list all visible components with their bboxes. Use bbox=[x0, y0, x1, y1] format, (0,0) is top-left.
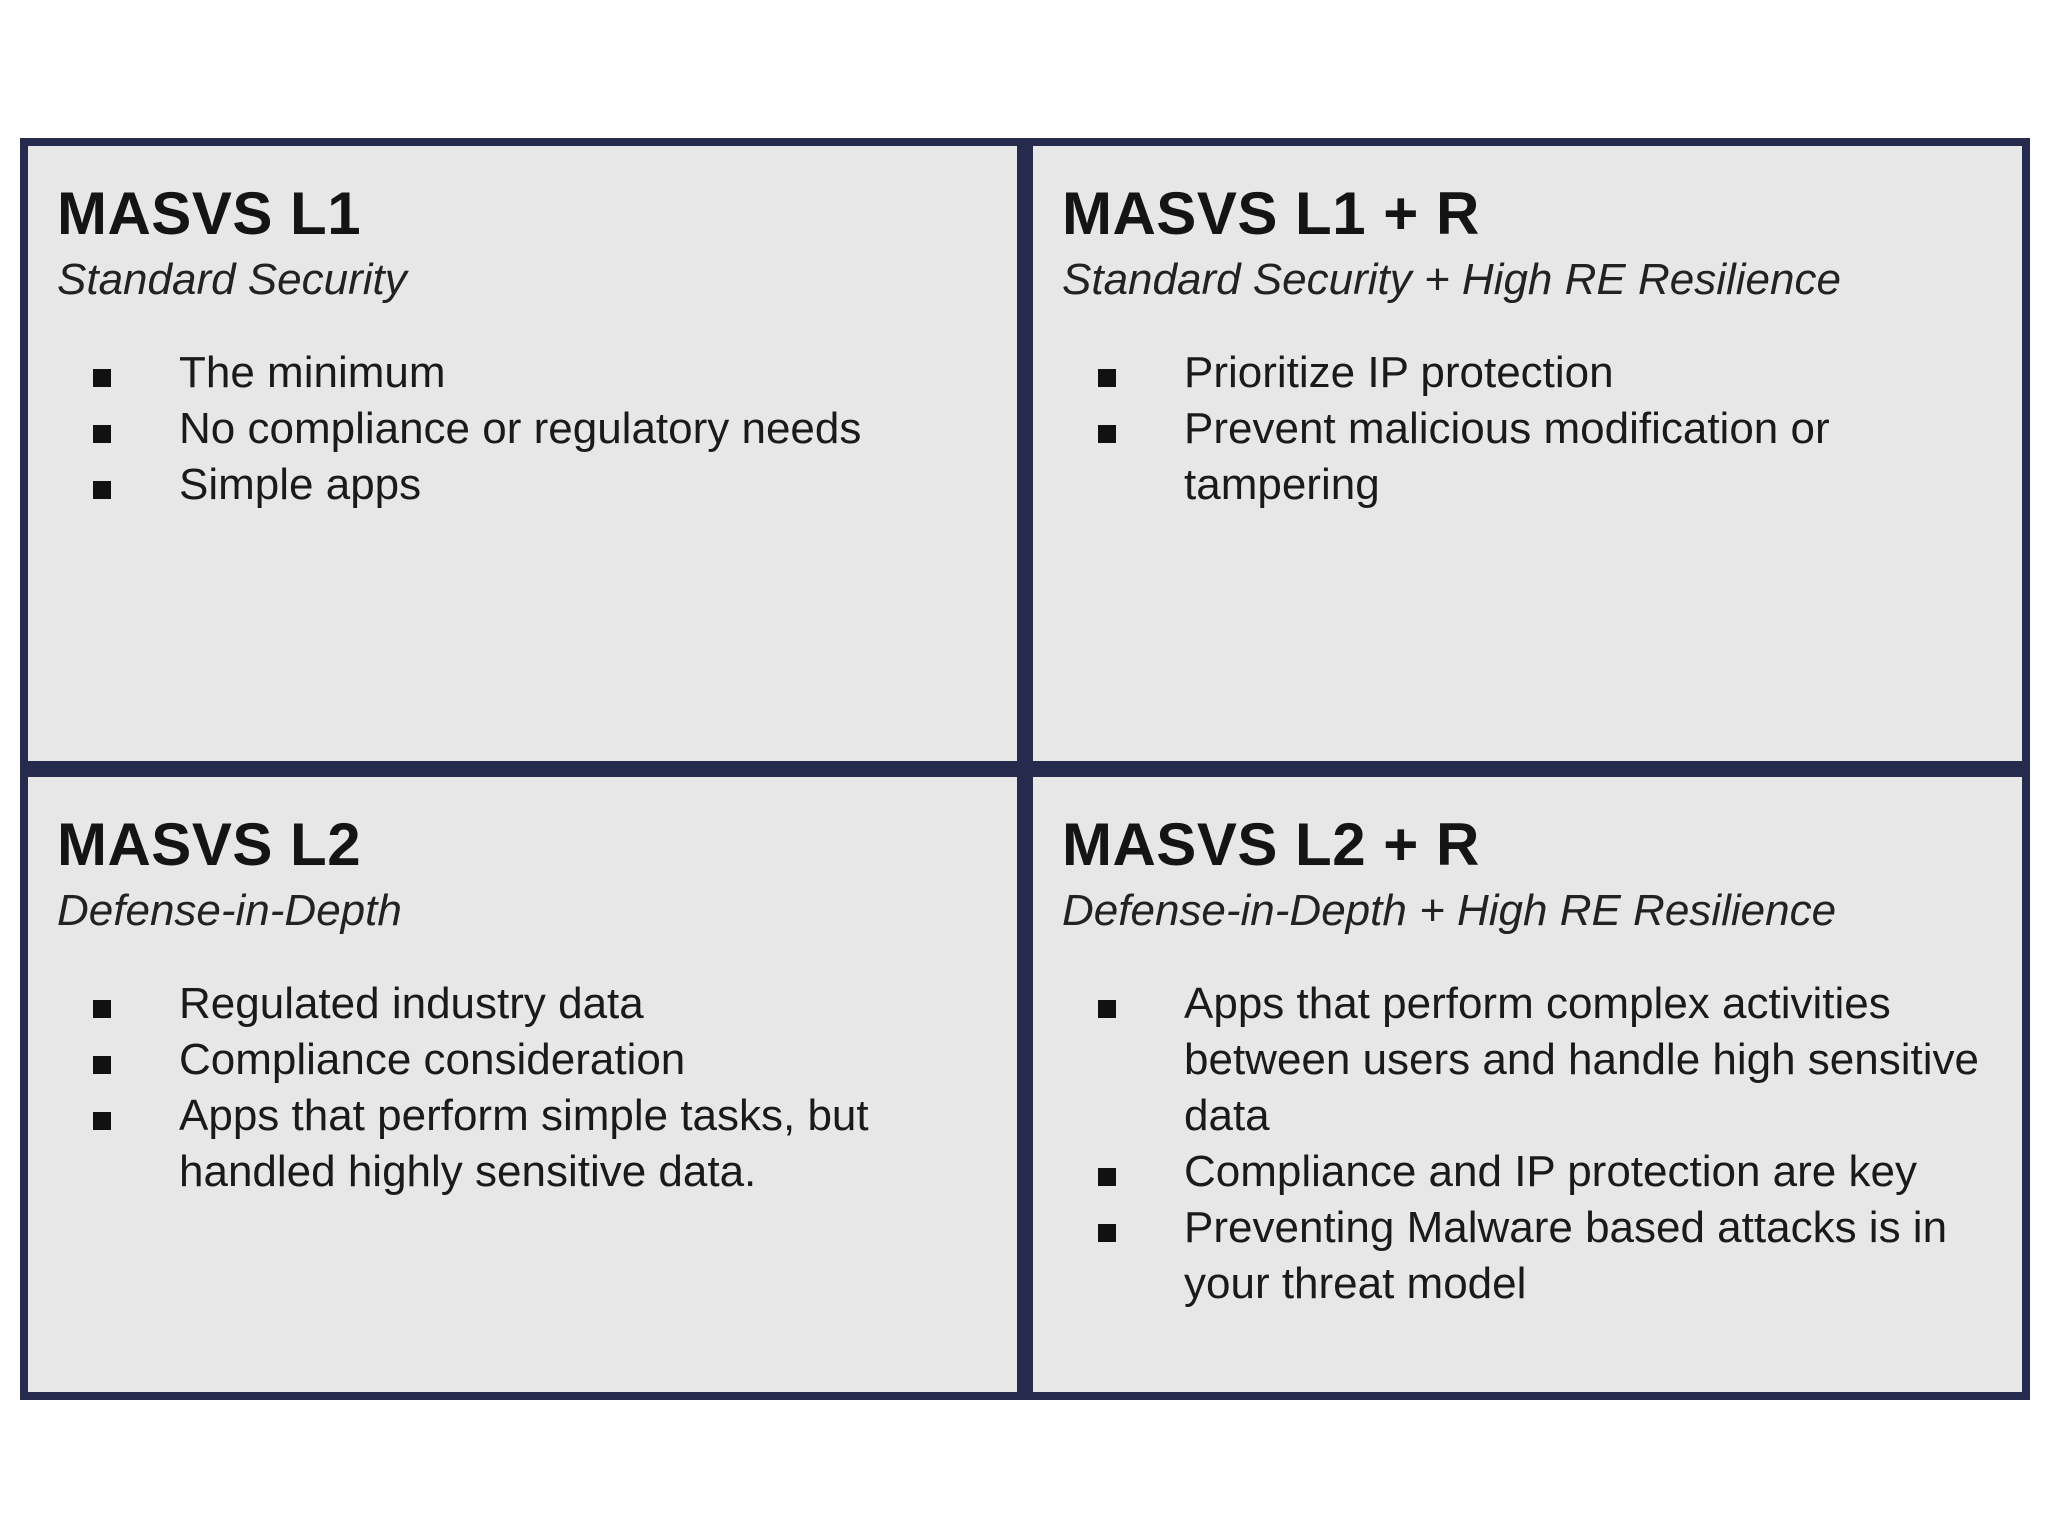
square-bullet-icon bbox=[93, 1000, 111, 1018]
list-item-text: Prevent malicious modification or tampering bbox=[1184, 403, 1830, 509]
list-item bbox=[57, 976, 987, 1032]
list-item-text: Prioritize IP protection bbox=[1184, 347, 1614, 397]
list-item-text: No compliance or regulatory needs bbox=[179, 403, 862, 453]
square-bullet-icon bbox=[1098, 369, 1116, 387]
list-item bbox=[1062, 345, 1992, 401]
list-item bbox=[1062, 1144, 1992, 1200]
panel-title: MASVS L1 bbox=[57, 180, 362, 247]
panel-subtitle: Defense-in-Depth bbox=[57, 886, 402, 935]
list-item bbox=[57, 1032, 987, 1088]
panel-title: MASVS L2 + R bbox=[1062, 811, 1480, 878]
list-item-text: Simple apps bbox=[179, 459, 422, 509]
list-item-text: Apps that perform complex activities between users and handle high sensitive data bbox=[1184, 978, 1979, 1140]
list-item bbox=[57, 345, 987, 401]
list-item-text: The minimum bbox=[179, 347, 446, 397]
panel-masvs-l2-r bbox=[1033, 777, 2022, 1392]
list-item-text: Preventing Malware based attacks is in your threat model bbox=[1184, 1202, 1948, 1308]
panel-masvs-l2 bbox=[28, 777, 1017, 1392]
bullet-list bbox=[57, 345, 987, 513]
list-item bbox=[57, 457, 987, 513]
square-bullet-icon bbox=[93, 1056, 111, 1074]
panel-masvs-l1 bbox=[28, 146, 1017, 761]
panel-title: MASVS L1 + R bbox=[1062, 180, 1480, 247]
square-bullet-icon bbox=[1098, 1168, 1116, 1186]
square-bullet-icon bbox=[1098, 1000, 1116, 1018]
bullet-list bbox=[57, 976, 987, 1200]
bullet-list bbox=[1062, 345, 1992, 513]
panel-masvs-l1-r bbox=[1033, 146, 2022, 761]
masvs-levels-grid bbox=[20, 138, 2030, 1400]
list-item bbox=[1062, 401, 1992, 513]
panel-subtitle: Defense-in-Depth + High RE Resilience bbox=[1062, 886, 1837, 935]
square-bullet-icon bbox=[93, 369, 111, 387]
bullet-list bbox=[1062, 976, 1992, 1312]
list-item-text: Apps that perform simple tasks, but handled highly sensitive data. bbox=[179, 1090, 869, 1196]
list-item bbox=[1062, 1200, 1992, 1312]
square-bullet-icon bbox=[1098, 1224, 1116, 1242]
list-item bbox=[57, 1088, 987, 1200]
panel-title: MASVS L2 bbox=[57, 811, 362, 878]
list-item-text: Regulated industry data bbox=[179, 978, 644, 1028]
list-item-text: Compliance consideration bbox=[179, 1034, 686, 1084]
list-item bbox=[1062, 976, 1992, 1144]
list-item bbox=[57, 401, 987, 457]
panel-subtitle: Standard Security + High RE Resilience bbox=[1062, 255, 1841, 304]
square-bullet-icon bbox=[93, 481, 111, 499]
square-bullet-icon bbox=[1098, 425, 1116, 443]
square-bullet-icon bbox=[93, 425, 111, 443]
square-bullet-icon bbox=[93, 1112, 111, 1130]
list-item-text: Compliance and IP protection are key bbox=[1184, 1146, 1917, 1196]
panel-subtitle: Standard Security bbox=[57, 255, 407, 304]
